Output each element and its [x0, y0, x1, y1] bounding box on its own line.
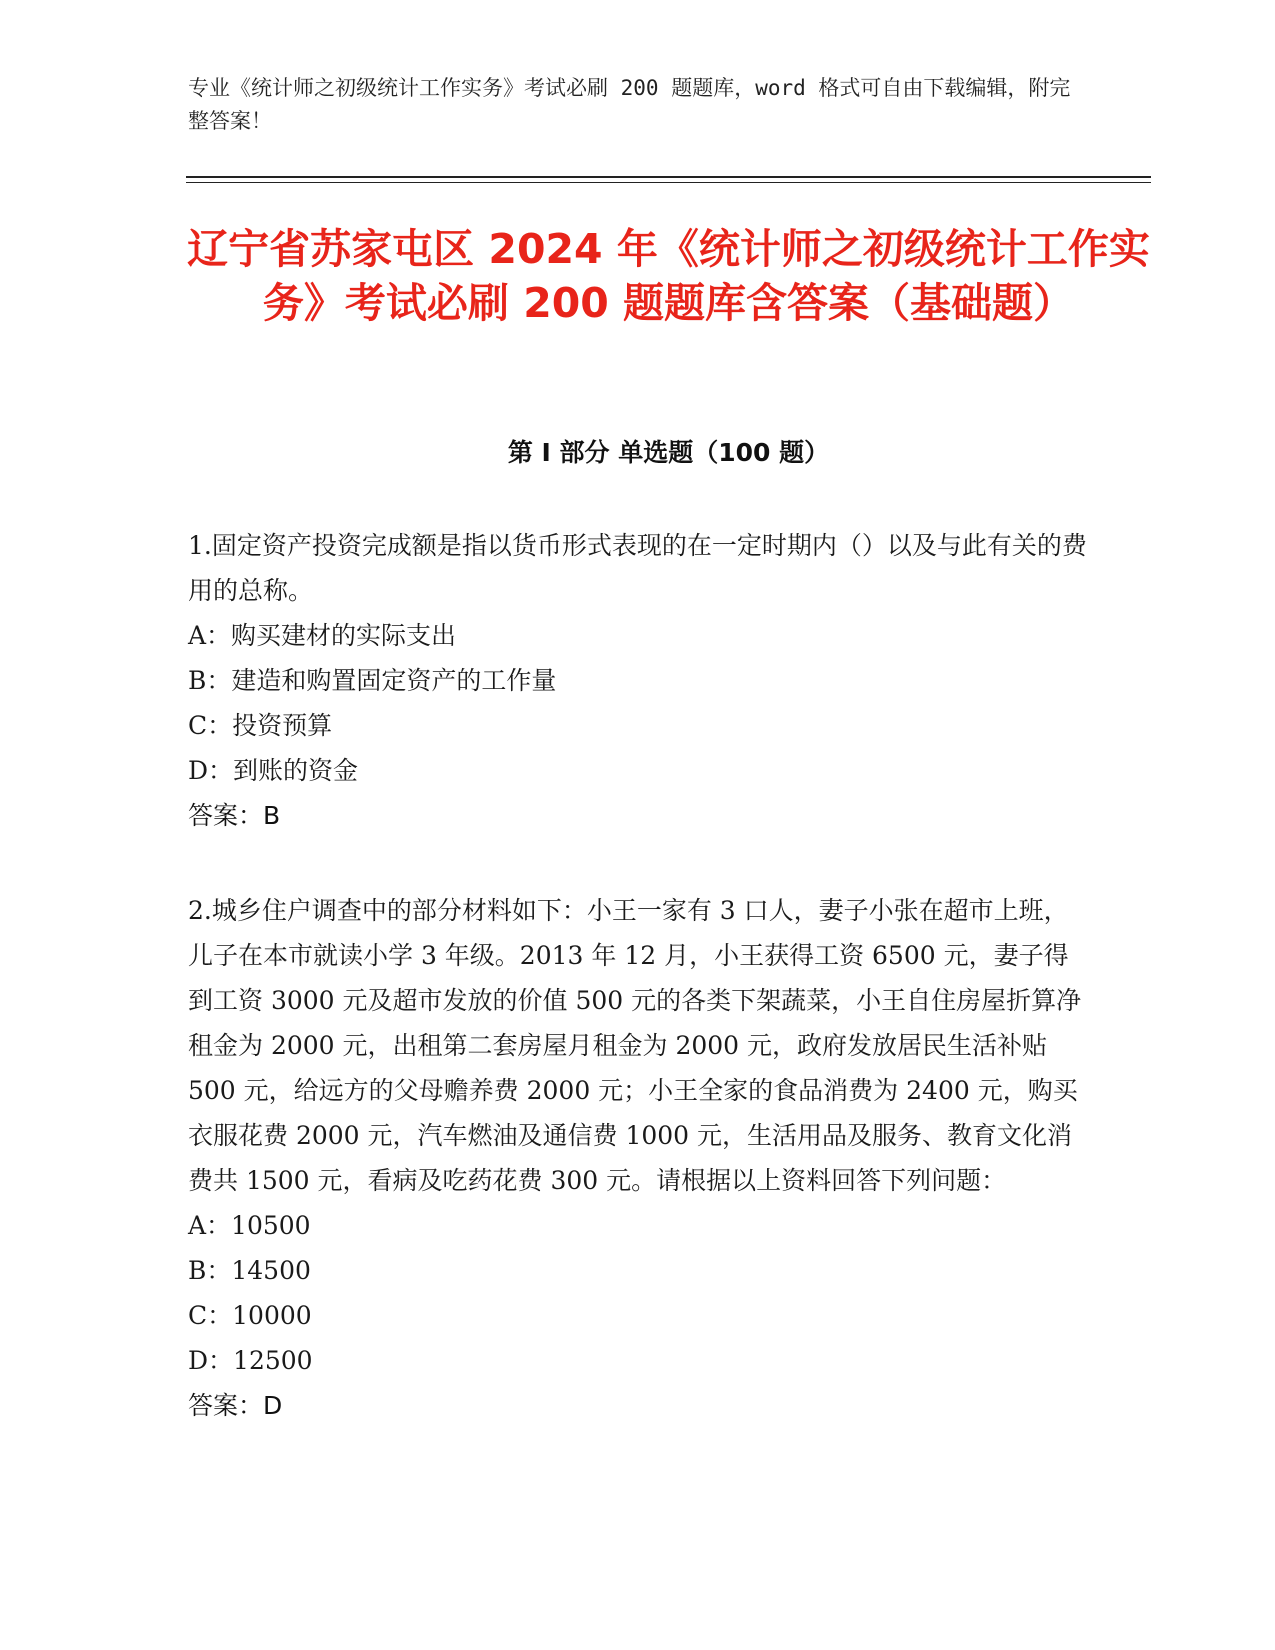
question-stem: 2.城乡住户调查中的部分材料如下：小王一家有 3 口人，妻子小张在超市上班，儿子在本市就读小学 3 年级。2013 年 12 月，小王获得工资 6500 元，妻子得到工资 3000 元及超市发放的价值 500 元的各类下架蔬菜，小王自住房屋折算净租金为 2000 元，出租第二套房屋月租金为 2000 元，政府发放居民生活补贴 500 元，给远方的父母赡养费 2000 元；小王全家的食品消费为 2400 元，购买衣服花费 2000 元，汽车燃油及通信费 1000 元，生活用品及服务、教育文化消费共 1500 元，看病及吃药花费 300 元。请根据以上资料回答下列问题： — [188, 896, 1082, 1195]
option-c: C：投资预算 — [188, 711, 333, 740]
option-d: D：12500 — [188, 1346, 313, 1375]
question-stem: 1.固定资产投资完成额是指以货币形式表现的在一定时期内（）以及与此有关的费用的总称。 — [188, 531, 1087, 605]
question-2 — [188, 888, 1088, 1428]
header-note: 专业《统计师之初级统计工作实务》考试必刷 200 题题库，word 格式可自由下载编辑，附完整答案！ — [188, 76, 1071, 133]
header-divider-thin — [186, 182, 1151, 183]
question-1 — [188, 523, 1088, 838]
option-c: C：10000 — [188, 1301, 312, 1330]
option-a: A：购买建材的实际支出 — [188, 621, 457, 650]
option-b: B：建造和购置固定资产的工作量 — [188, 666, 557, 695]
document-title: 辽宁省苏家屯区 2024 年《统计师之初级统计工作实务》考试必刷 200 题题库含答案（基础题） — [187, 225, 1150, 327]
section-heading: 第 I 部分 单选题（100 题） — [507, 438, 830, 467]
header-divider — [186, 176, 1151, 178]
answer-line: 答案：B — [188, 801, 281, 830]
option-d: D：到账的资金 — [188, 756, 359, 785]
answer-line: 答案：D — [188, 1391, 283, 1420]
option-b: B：14500 — [188, 1256, 311, 1285]
option-a: A：10500 — [188, 1211, 311, 1240]
